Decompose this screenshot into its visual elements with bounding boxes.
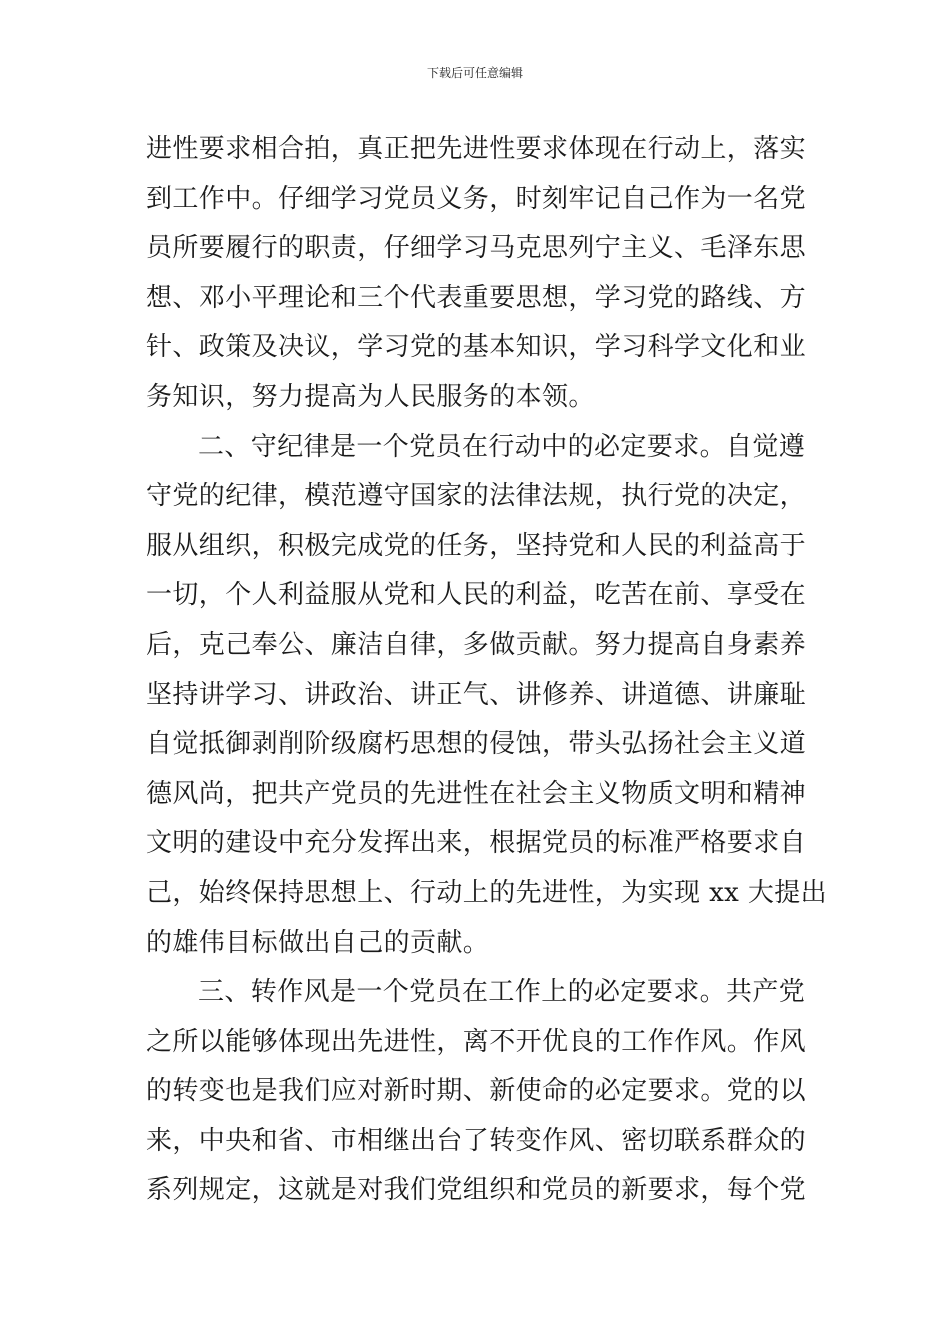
text-line: 德风尚，把共产党员的先进性在社会主义物质文明和精神 xyxy=(146,778,807,809)
paragraph-start-line: 三、转作风是一个党员在工作上的必定要求。共产党 xyxy=(198,977,806,1008)
text-line: 一切，个人利益服从党和人民的利益，吃苦在前、享受在 xyxy=(146,580,807,611)
text-line: 针、政策及决议，学习党的基本知识，学习科学文化和业 xyxy=(146,332,807,363)
text-line: 己，始终保持思想上、行动上的先进性，为实现 xx 大提出 xyxy=(146,877,828,908)
text-line: 的转变也是我们应对新时期、新使命的必定要求。党的以 xyxy=(146,1076,807,1107)
text-line: 坚持讲学习、讲政治、讲正气、讲修养、讲道德、讲廉耻 xyxy=(146,679,807,710)
document-body xyxy=(146,125,826,1216)
text-line: 来，中央和省、市相继出台了转变作风、密切联系群众的 xyxy=(146,1125,807,1156)
text-line: 系列规定，这就是对我们党组织和党员的新要求，每个党 xyxy=(146,1175,807,1206)
text-line: 之所以能够体现出先进性，离不开优良的工作作风。作风 xyxy=(146,1026,807,1057)
text-line: 的雄伟目标做出自己的贡献。 xyxy=(146,927,490,958)
text-line: 守党的纪律，模范遵守国家的法律法规，执行党的决定， xyxy=(146,481,807,512)
text-line: 想、邓小平理论和三个代表重要思想，学习党的路线、方 xyxy=(146,282,807,313)
text-line: 进性要求相合拍，真正把先进性要求体现在行动上，落实 xyxy=(146,134,807,164)
text-line: 自觉抵御剥削阶级腐朽思想的侵蚀，带头弘扬社会主义道 xyxy=(146,729,807,760)
text-line: 务知识，努力提高为人民服务的本领。 xyxy=(146,381,595,412)
text-line: 服从组织，积极完成党的任务，坚持党和人民的利益高于 xyxy=(146,530,807,561)
text-line: 后，克己奉公、廉洁自律，多做贡献。努力提高自身素养 xyxy=(146,629,807,660)
text-line: 到工作中。仔细学习党员义务，时刻牢记自己作为一名党 xyxy=(146,183,807,214)
paragraph-start-line: 二、守纪律是一个党员在行动中的必定要求。自觉遵 xyxy=(198,431,806,462)
page-header: 下载后可任意编辑 xyxy=(426,66,523,80)
text-line: 文明的建设中充分发挥出来，根据党员的标准严格要求自 xyxy=(146,828,807,859)
text-line: 员所要履行的职责，仔细学习马克思列宁主义、毛泽东思 xyxy=(146,233,807,264)
